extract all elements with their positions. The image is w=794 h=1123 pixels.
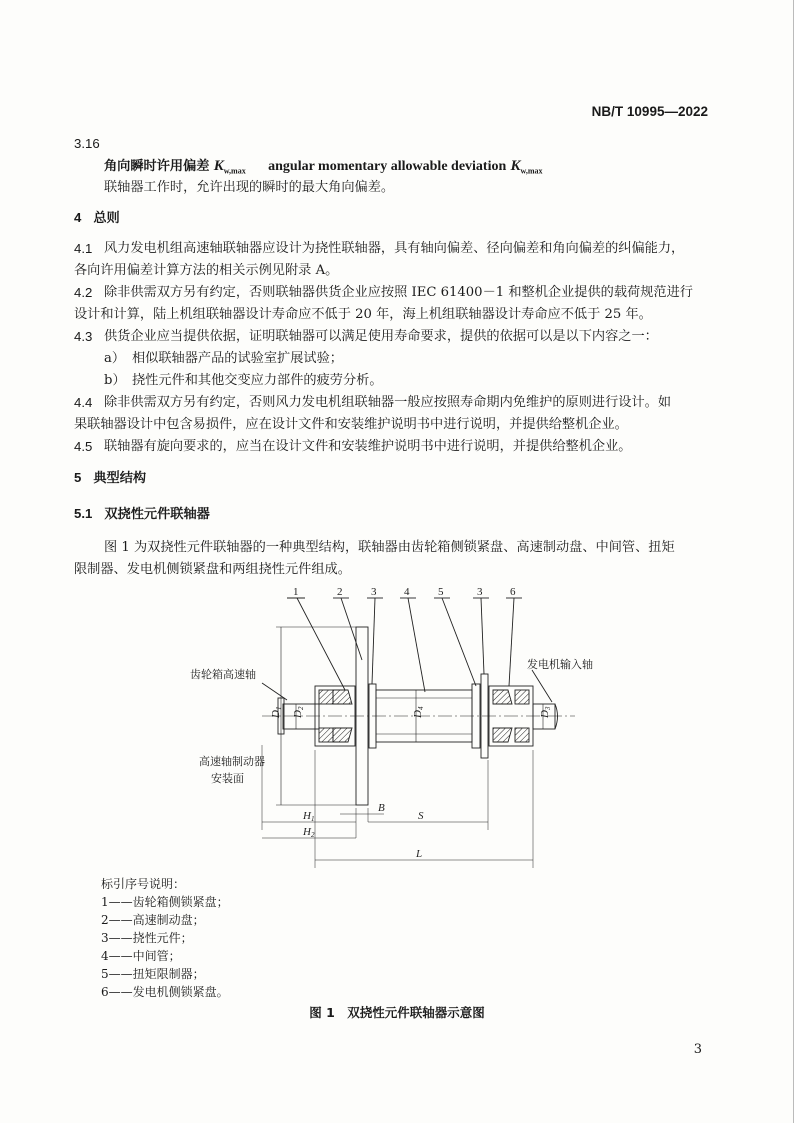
section-5-heading [74, 467, 146, 490]
legend-title: 标引序号说明： [101, 877, 186, 891]
label-generator-shaft: 发电机输入轴 [527, 658, 593, 671]
dim-H2: H2 [303, 826, 315, 839]
dim-D2: D2 [292, 706, 305, 718]
callout-6: 6 [510, 586, 516, 598]
clause-4-4-line2: 果联轴器设计中包含易损件，应在设计文件和安装维护说明书中进行说明，并提供给整机企业。 [74, 417, 628, 432]
coupling-diagram [180, 580, 600, 875]
callout-4: 4 [404, 586, 410, 598]
legend-item-1: 1——齿轮箱侧锁紧盘； [101, 895, 229, 909]
legend-item-5: 5——扭矩限制器； [101, 967, 205, 981]
legend-item-6: 6——发电机侧锁紧盘。 [101, 985, 229, 999]
dim-D3: D3 [539, 706, 552, 718]
term-en-symbol-sub: w,max [520, 166, 543, 176]
term-en: angular momentary allowable deviation [268, 159, 507, 174]
figure-caption: 图 1 双挠性元件联轴器示意图 [309, 1005, 485, 1020]
callout-5: 5 [438, 586, 444, 598]
clause-4-3-item-b: 挠性元件和其他交变应力部件的疲劳分析。 [132, 373, 383, 388]
callout-1: 1 [293, 586, 299, 598]
clause-number-4-1: 4.1 [74, 241, 93, 256]
section-5-title: 典型结构 [93, 471, 147, 486]
clause-number-4-4: 4.4 [74, 395, 93, 410]
section-4-heading [74, 207, 120, 230]
clause-number-4-3: 4.3 [74, 329, 93, 344]
section-5-1-para-line2: 限制器、发电机侧锁紧盘和两组挠性元件组成。 [74, 562, 351, 577]
clause-4-3-item-a-mark: a） [104, 351, 126, 366]
label-brake-mount-line1: 高速轴制动器 [199, 755, 265, 768]
term-symbol-sub: w,max [223, 166, 246, 176]
legend-item-2: 2——高速制动盘； [101, 913, 205, 927]
callout-3a: 3 [371, 586, 377, 598]
section-5-1-title: 双挠性元件联轴器 [104, 507, 210, 522]
clause-4-2-line2: 设计和计算，陆上机组联轴器设计寿命应不低于 20 年，海上机组联轴器设计寿命应不低于 25 年。 [74, 307, 652, 322]
section-4-title: 总则 [93, 211, 120, 226]
legend-item-3: 3——挠性元件； [101, 931, 193, 945]
clause-4-5-line1: 联轴器有旋向要求的，应当在设计文件和安装维护说明书中进行说明，并提供给整机企业。 [104, 439, 632, 454]
section-5-1-heading [74, 503, 210, 526]
dim-L: L [416, 848, 423, 860]
clause-4-2-line1: 除非供需双方另有约定，否则联轴器供货企业应按照 IEC 61400－1 和整机企业提供的载荷规范进行 [104, 285, 693, 300]
clause-4-1-line2: 各向许用偏差计算方法的相关示例见附录 A。 [74, 263, 339, 278]
section-5-number: 5 [74, 470, 82, 485]
definition-3-16: 联轴器工作时，允许出现的瞬时的最大角向偏差。 [104, 180, 395, 195]
dim-B: B [378, 802, 385, 814]
clause-4-3-item-b-mark: b） [104, 373, 126, 388]
clause-4-1-line1: 风力发电机组高速轴联轴器应设计为挠性联轴器，具有轴向偏差、径向偏差和角向偏差的纠偏能力， [104, 241, 685, 256]
dim-H1: H1 [303, 810, 315, 823]
term-en-symbol: K [510, 158, 521, 174]
dim-S: S [418, 810, 424, 822]
section-5-1-para-line1: 图 1 为双挠性元件联轴器的一种典型结构，联轴器由齿轮箱侧锁紧盘、高速制动盘、中间管、扭矩 [104, 540, 675, 555]
section-4-number: 4 [74, 210, 82, 225]
term-symbol: K [213, 158, 224, 174]
clause-4-3-line1: 供货企业应当提供依据，证明联轴器可以满足使用寿命要求，提供的依据可以是以下内容之一： [104, 329, 658, 344]
callout-3b: 3 [477, 586, 483, 598]
clause-number-4-5: 4.5 [74, 439, 93, 454]
page-number: 3 [693, 1042, 702, 1057]
clause-4-4-line1: 除非供需双方另有约定，否则风力发电机组联轴器一般应按照寿命期内免维护的原则进行设计。如 [104, 395, 672, 410]
clause-number-3-16: 3.16 [74, 136, 100, 151]
term-cn: 角向瞬时许用偏差 [104, 159, 210, 174]
dim-D4: D4 [412, 706, 425, 718]
section-5-1-number: 5.1 [74, 506, 93, 521]
callout-2: 2 [337, 586, 343, 598]
label-brake-mount-line2: 安装面 [211, 772, 244, 785]
clause-4-3-item-a: 相似联轴器产品的试验室扩展试验； [132, 351, 343, 366]
legend-item-4: 4——中间管； [101, 949, 181, 963]
dim-D1: D1 [270, 706, 283, 718]
standard-number: NB/T 10995—2022 [591, 104, 708, 119]
clause-number-4-2: 4.2 [74, 285, 93, 300]
label-gearbox-shaft: 齿轮箱高速轴 [190, 668, 256, 681]
